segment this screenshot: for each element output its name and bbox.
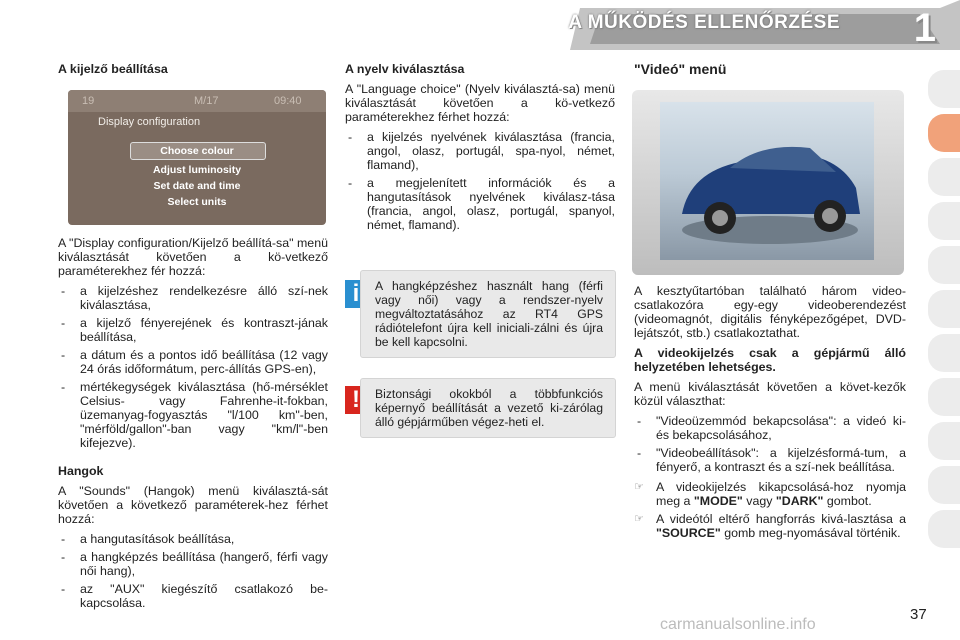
chapter-tab[interactable] [928,246,960,284]
video-screen [660,102,874,260]
list-item: - a kijelző fényerejének és kontraszt-jának beállítása, [58,316,328,344]
car-illustration [660,102,874,260]
video-text [634,284,906,544]
list-item: - az "AUX" kiegészítő csatlakozó be-kapcsolása. [58,582,328,610]
display-intro: A "Display configuration/Kijelző beállítá-sa" menü kiválasztását követően a kö-vetkező paraméterekhez fér hozzá: [58,236,328,278]
warning-icon: ! [345,386,367,414]
tip-text: vagy [742,494,776,508]
list-item: - a hangutasítások beállítása, [58,532,328,546]
chapter-tab[interactable] [928,290,960,328]
list-item: - a kijelzéshez rendelkezésre álló szí-nek kiválasztása, [58,284,328,312]
sounds-intro: A "Sounds" (Hangok) menü kiválasztá-sát követően a következő paraméterek-hez férhet hozzá: [58,484,328,526]
section-title-display: A kijelző beállítása [58,62,168,76]
tip-text: A videokijelzés kikapcsolásá-hoz nyomja meg a [656,480,906,508]
video-display-photo [632,90,904,275]
display-list [58,284,328,450]
screen-menu-item: Choose colour [160,145,234,157]
screen-menu-item: Adjust luminosity [152,164,242,176]
screen-top-mid: M/17 [194,95,219,107]
video-warning: A videokijelzés csak a gépjármű álló helyzetében lehetséges. [634,346,906,374]
chapter-tab[interactable] [928,70,960,108]
chapter-tab[interactable] [928,422,960,460]
page-number: 37 [910,606,927,623]
chapter-tab[interactable] [928,510,960,548]
chapter-tabs [928,70,960,554]
screen-clock: 09:40 [274,95,302,107]
chapter-number: 1 [913,6,936,50]
list-item: - mértékegységek kiválasztása (hő-mérséklet Celsius- vagy Fahrenhe-it-fokban, üzemanyag-fogyasztás "l/100 km"-ben, "mérföld/gallon"-ban vagy "km/l"-ben kifejezve). [58,380,328,450]
chapter-tab[interactable] [928,466,960,504]
tip-text: A videótól eltérő hangforrás kivá-lasztása a [656,512,906,526]
chapter-tab[interactable] [928,378,960,416]
list-item: - "Videobeállítások": a kijelzésformá-tum, a fényerő, a kontraszt és a szí-nek beállítása. [634,446,906,474]
tip-text: gombot. [823,494,872,508]
screen-menu-item: Select units [167,196,227,208]
video-list [634,414,906,474]
column-language [345,62,615,238]
video-tips [634,480,906,540]
screen-top-bar [68,90,326,112]
info-icon: i [345,280,367,308]
tip-item [634,480,906,508]
video-menu-intro: A menü kiválasztását követően a követ-kezők közül választhat: [634,380,906,408]
info-note: A hangképzéshez használt hang (férfi vagy női) vagy a rendszer-nyelv megváltoztatásához az RT4 GPS rádiótelefont újra kell iniciali-zálni és újra be kell kapcsolni. [360,270,616,358]
section-title-sounds: Hangok [58,464,104,478]
list-item: - a hangképzés beállítása (hangerő, férfi vagy női hang), [58,550,328,578]
list-item: - "Videoüzemmód bekapcsolása": a videó ki- és bekapcsolásához, [634,414,906,442]
screen-top-left: 19 [82,95,95,107]
list-item: - a megjelenített információk és a hangutasítások nyelvének kiválasz-tása (francia, angol, olasz, portugál, spanyol, német, flamand). [345,176,615,232]
column-display-settings [58,62,328,82]
dark-button-label: "DARK" [775,494,824,508]
mode-button-label: "MODE" [693,494,743,508]
chapter-tab-active[interactable] [928,114,960,152]
section-title-language: A nyelv kiválasztása [345,62,465,76]
column-video [634,62,906,82]
warning-note: Biztonsági okokból a többfunkciós képernyő beállítását a vezető ki-zárólag álló gépjárműben végez-heti el. [360,378,616,438]
tip-text: gomb meg-nyomásával történik. [720,526,901,540]
display-settings-text [58,236,328,616]
sounds-list [58,532,328,610]
section-title-video: "Videó" menü [634,61,727,77]
display-config-screenshot [68,90,326,225]
list-item: - a dátum és a pontos idő beállítása (12 vagy 24 órás időformátum, perc-állítás GPS-en), [58,348,328,376]
language-intro: A "Language choice" (Nyelv kiválasztá-sa) menü kiválasztását követően a kö-vetkező paraméterekhez férhet hozzá: [345,82,615,124]
chapter-tab[interactable] [928,158,960,196]
list-item: - a kijelzés nyelvének kiválasztása (francia, angol, olasz, portugál, spa-nyol, német, flamand), [345,130,615,172]
source-button-label: "SOURCE" [656,526,721,540]
watermark: carmanualsonline.info [660,616,816,633]
screen-menu-item: Set date and time [153,180,241,192]
tip-item [634,512,906,540]
chapter-tab[interactable] [928,202,960,240]
header-band [540,0,960,58]
video-intro: A kesztyűtartóban található három video-csatlakozóra egy-egy videoberendezést (videomagnót, digitális fényképezőgépet, DVD-lejátszót, stb.) csatlakoztathat. [634,284,906,340]
chapter-tab[interactable] [928,334,960,372]
language-list [345,130,615,232]
chapter-title: A MŰKÖDÉS ELLENŐRZÉSE [568,12,840,33]
screen-menu-title: Display configuration [98,116,201,128]
